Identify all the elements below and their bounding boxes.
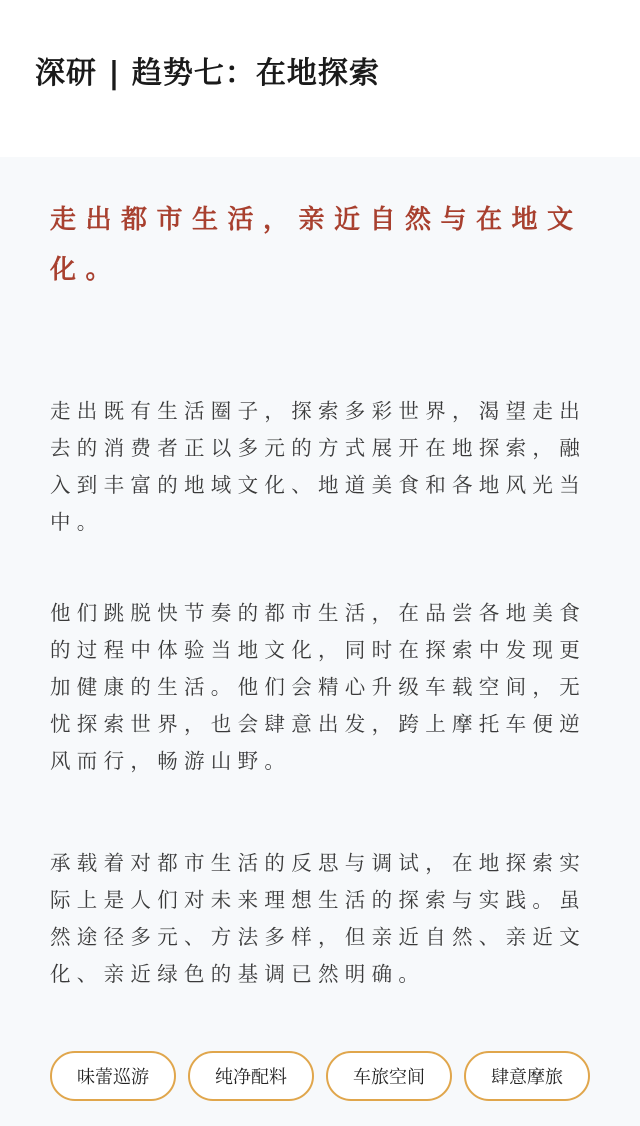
tag-list xyxy=(50,1051,590,1101)
article-panel xyxy=(0,157,640,1126)
paragraph-1: 走出既有生活圈子，探索多彩世界，渴望走出去的消费者正以多元的方式展开在地探索，融入到丰富的地域文化、地道美食和各地风光当中。 xyxy=(50,399,586,534)
paragraph-2: 他们跳脱快节奏的都市生活，在品尝各地美食的过程中体验当地文化，同时在探索中发现更加健康的生活。他们会精心升级车载空间，无忧探索世界，也会肆意出发，跨上摩托车便逆风而行，畅游山野。 xyxy=(50,601,586,773)
page-title: 深研 | 趋势七：在地探索 xyxy=(35,56,380,91)
paragraph-3: 承载着对都市生活的反思与调试，在地探索实际上是人们对未来理想生活的探索与实践。虽然途径多元、方法多样，但亲近自然、亲近文化、亲近绿色的基调已然明确。 xyxy=(50,851,586,986)
tag-pure-ingredients[interactable]: 纯净配料 xyxy=(188,1051,314,1101)
tag-car-travel-space[interactable]: 车旅空间 xyxy=(326,1051,452,1101)
article-heading: 走出都市生活，亲近自然与在地文化。 xyxy=(50,205,583,285)
tag-motorcycle-travel[interactable]: 肆意摩旅 xyxy=(464,1051,590,1101)
tag-food-tour[interactable]: 味蕾巡游 xyxy=(50,1051,176,1101)
